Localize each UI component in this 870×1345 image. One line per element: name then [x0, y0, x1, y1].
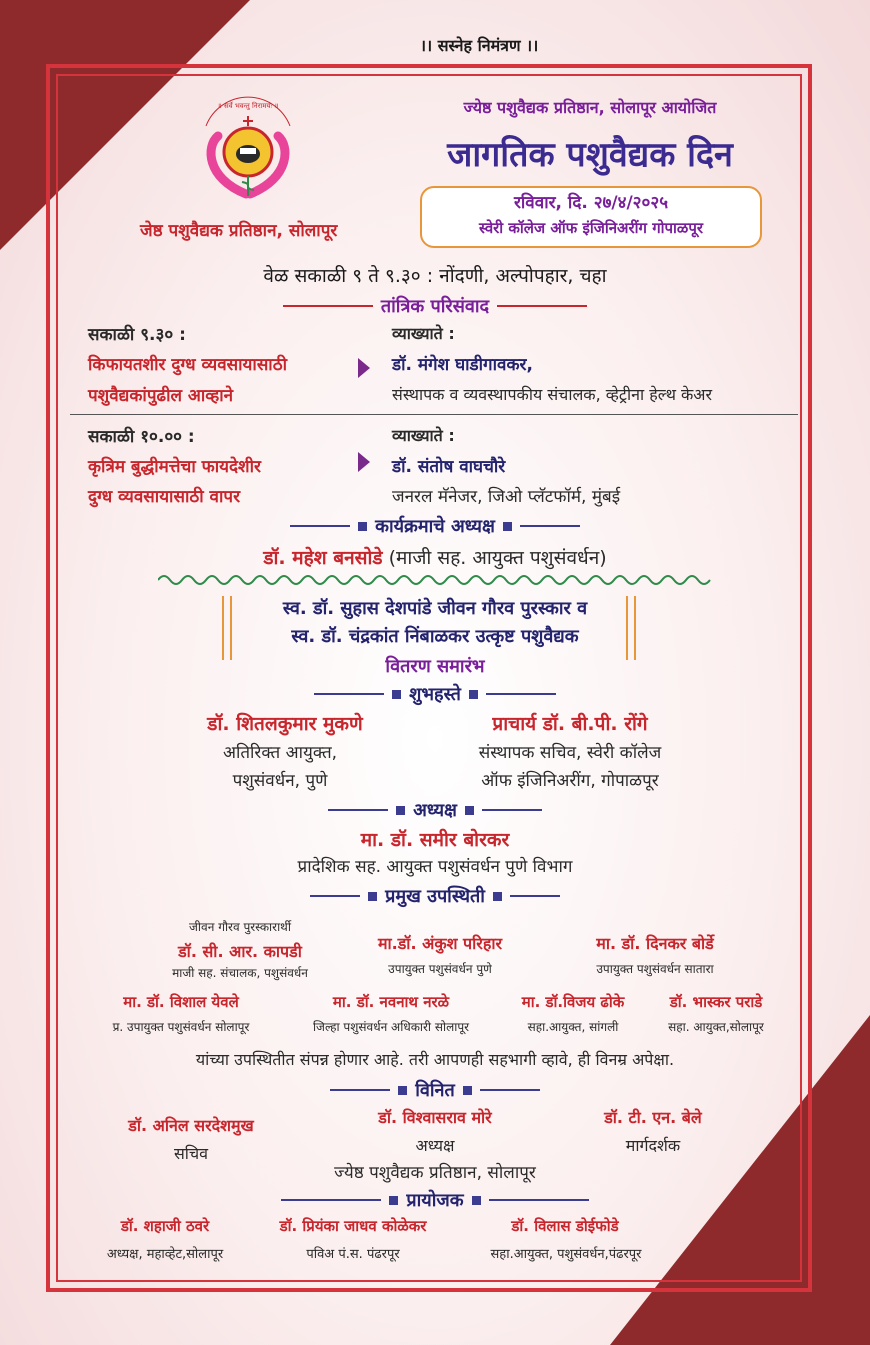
event-title: जागतिक पशुवैद्यक दिन [447, 135, 733, 175]
seminar-heading [265, 294, 605, 318]
sponsor-1-desc: अध्यक्ष, महाव्हेट,सोलापूर [106, 1247, 224, 1262]
event-organizer: ज्येष्ठ पशुवैद्यक प्रतिष्ठान, सोलापूर आयोजित [463, 98, 717, 117]
requester-2-name: डॉ. विश्वासराव मोरे [378, 1108, 492, 1127]
chief-row1-person-2-desc: उपायुक्त पशुसंवर्धन पुणे [388, 962, 492, 976]
sponsor-2-name: डॉ. प्रियंका जाधव कोळेकर [279, 1217, 427, 1235]
chief-row2-person-2-name: मा. डॉ. नवनाथ नरळे [332, 993, 450, 1011]
session-1-topic-line1: किफायतशीर दुग्ध व्यवसायासाठी [88, 355, 287, 375]
program-chair-heading [255, 514, 615, 538]
hands-of-heading [300, 682, 570, 706]
requester-1-name: डॉ. अनिल सरदेशमुख [128, 1116, 254, 1135]
session-1-speaker-desc: संस्थापक व व्यवस्थापकीय संचालक, व्हेट्रीना हेल्थ केअर [392, 385, 713, 404]
chief-row2-person-3-desc: सहा.आयुक्त, सांगली [527, 1020, 619, 1034]
session-2-speaker: डॉ. संतोष वाघचौरे [392, 457, 506, 477]
session-2-time: सकाळी १०.०० : [88, 427, 195, 447]
logo-org-name: जेष्ठ पशुवैद्यक प्रतिष्ठान, सोलापूर [140, 221, 338, 241]
green-ornament-divider [158, 572, 714, 588]
chief-presence-heading-text: प्रमुख उपस्थिती [385, 886, 485, 907]
organization-logo [188, 86, 308, 206]
session-2-topic-line1: कृत्रिम बुद्धीमत्तेचा फायदेशीर [88, 457, 261, 477]
program-chair-desc: (माजी सह. आयुक्त पशुसंवर्धन) [388, 547, 607, 569]
award-line1: स्व. डॉ. सुहास देशपांडे जीवन गौरव पुरस्कार व [282, 598, 588, 619]
hands-of-person-2-desc1: संस्थापक सचिव, स्वेरी कॉलेज [478, 743, 662, 763]
president-name: मा. डॉ. समीर बोरकर [360, 829, 510, 851]
chief-row2-person-3-name: मा. डॉ.विजय ढोके [521, 993, 625, 1011]
svg-text:॥ सर्वे भवन्तु निरामयः ॥: ॥ सर्वे भवन्तु निरामयः ॥ [217, 102, 279, 110]
invite-header: ।। सस्नेह निमंत्रण ।। [420, 36, 539, 55]
award-line2: स्व. डॉ. चंद्रकांत निंबाळकर उत्कृष्ट पशुवैद्यक [291, 626, 579, 647]
chief-row1-person-1-name: डॉ. सी. आर. कापडी [178, 942, 302, 961]
requesters-heading-text: विनित [415, 1080, 455, 1101]
chief-row1-person-1-desc: माजी सह. संचालक, पशुसंवर्धन [172, 966, 308, 980]
hands-of-person-1-name: डॉ. शितलकुमार मुकणे [207, 713, 363, 735]
sponsor-1-name: डॉ. शहाजी ठवरे [120, 1217, 210, 1235]
sponsor-3-desc: सहा.आयुक्त, पशुसंवर्धन,पंढरपूर [490, 1247, 642, 1262]
president-desc: प्रादेशिक सह. आयुक्त पशुसंवर्धन पुणे विभाग [297, 857, 573, 877]
session-1-arrow-icon [358, 358, 370, 378]
president-heading [310, 798, 560, 822]
chief-row2-person-4-desc: सहा. आयुक्त,सोलापूर [668, 1020, 764, 1034]
chief-row2-person-2-desc: जिल्हा पशुसंवर्धन अधिकारी सोलापूर [312, 1020, 470, 1034]
session-1-speaker-label: व्याख्याते : [392, 324, 455, 343]
chief-row1-person-2-name: मा.डॉ. अंकुश परिहार [377, 934, 503, 953]
sponsor-2-desc: पविअ पं.स. पंढरपूर [306, 1247, 400, 1262]
hands-of-person-2-name: प्राचार्य डॉ. बी.पी. रोंगे [492, 713, 648, 735]
session-2-speaker-desc: जनरल मॅनेजर, जिओ प्लॅटफॉर्म, मुंबई [392, 487, 621, 507]
chief-row2-person-1-desc: प्र. उपायुक्त पशुसंवर्धन सोलापूर [112, 1020, 250, 1034]
session-2-topic-line2: दुग्ध व्यवसायासाठी वापर [88, 487, 241, 507]
session-divider [70, 414, 798, 415]
president-heading-text: अध्यक्ष [413, 800, 457, 821]
program-chair-line [0, 544, 870, 570]
event-date: रविवार, दि. २७/४/२०२५ [513, 193, 669, 213]
session-1-time: सकाळी ९.३० : [88, 325, 186, 345]
session-2-arrow-icon [358, 452, 370, 472]
program-chair-heading-text: कार्यक्रमाचे अध्यक्ष [375, 516, 495, 537]
hands-of-person-2-desc2: ऑफ इंजिनिअरींग, गोपाळपूर [481, 771, 659, 791]
chief-row2-person-4-name: डॉ. भास्कर पराडे [669, 993, 763, 1011]
session-1-topic-line2: पशुवैद्यकांपुढील आव्हाने [88, 386, 234, 406]
requester-3-role: मार्गदर्शक [625, 1136, 681, 1155]
chief-row2-person-1-name: मा. डॉ. विशाल येवले [123, 993, 239, 1011]
chief-row1-person-3-desc: उपायुक्त पशुसंवर्धन सातारा [596, 962, 714, 976]
chief-row1-person-3-name: मा. डॉ. दिनकर बोर्डे [596, 934, 714, 953]
requesters-org: ज्येष्ठ पशुवैद्यक प्रतिष्ठान, सोलापूर [334, 1163, 536, 1183]
requester-3-name: डॉ. टी. एन. बेले [604, 1108, 702, 1127]
sponsor-3-name: डॉ. विलास डोईफोडे [511, 1217, 619, 1235]
requester-1-role: सचिव [173, 1144, 209, 1163]
event-timing: वेळ सकाळी ९ ते ९.३० : नोंदणी, अल्पोपहार, चहा [263, 265, 607, 287]
chief-presence-heading [300, 884, 570, 908]
hands-of-heading-text: शुभहस्ते [409, 684, 461, 705]
event-venue: स्वेरी कॉलेज ऑफ इंजिनिअरींग गोपाळपूर [478, 219, 703, 237]
session-1-speaker: डॉ. मंगेश घाडीगावकर, [392, 355, 533, 375]
sponsors-heading-text: प्रायोजक [406, 1190, 464, 1211]
award-line3: वितरण समारंभ [385, 656, 485, 677]
requesters-heading [310, 1078, 560, 1102]
seminar-heading-text: तांत्रिक परिसंवाद [380, 296, 490, 317]
closing-note: यांच्या उपस्थितीत संपन्न होणार आहे. तरी आपणही सहभागी व्हावे, ही विनम्र अपेक्षा. [195, 1050, 675, 1069]
awardee-label: जीवन गौरव पुरस्कारार्थी [189, 920, 291, 934]
hands-of-person-1-desc2: पशुसंवर्धन, पुणे [232, 771, 328, 791]
program-chair-name: डॉ. महेश बनसोडे [263, 547, 383, 569]
session-2-speaker-label: व्याख्याते : [392, 426, 455, 445]
sponsors-heading [230, 1188, 640, 1212]
hands-of-person-1-desc1: अतिरिक्त आयुक्त, [222, 743, 338, 763]
requester-2-role: अध्यक्ष [415, 1136, 455, 1155]
